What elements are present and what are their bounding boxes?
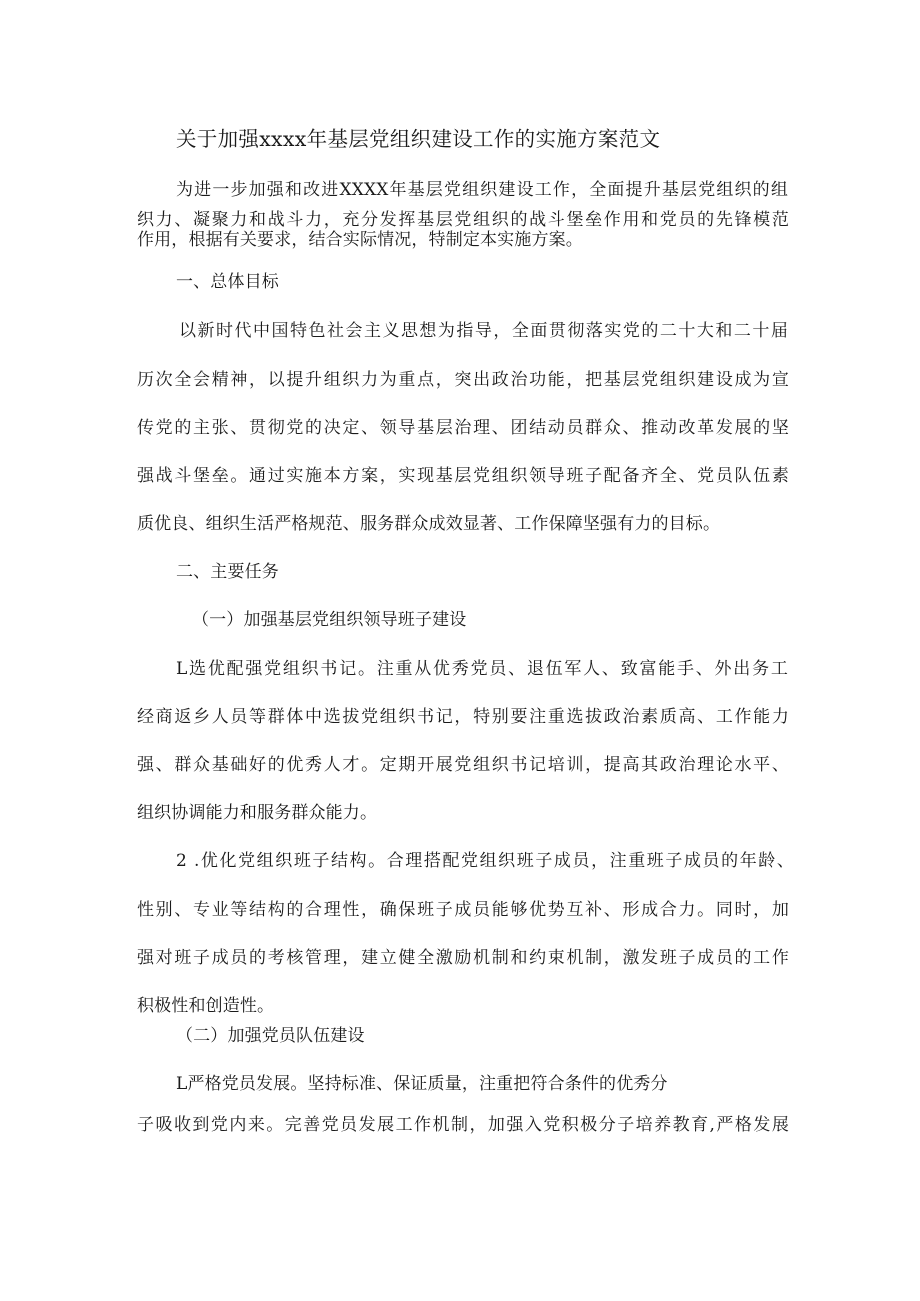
item2-line: 2 .优化党组织班子结构。合理搭配党组织班子成员，注重班子成员的年龄、 [176,851,794,871]
item3-line: 子吸收到党内来。完善党员发展工作机制，加强入党积极分子培养教育,严格发展 [137,1115,789,1135]
section1-line: 强战斗堡垒。通过实施本方案，实现基层党组织领导班子配备齐全、党员队伍素 [137,466,789,486]
section1-line: 质优良、组织生活严格规范、服务群众成效显著、工作保障坚强有力的目标。 [137,514,721,534]
item2-line: 积极性和创造性。 [137,996,275,1016]
item1-line: 强、群众基础好的优秀人才。定期开展党组织书记培训，提高其政治理论水平、 [137,755,789,775]
item2-line: 强对班子成员的考核管理，建立健全激励机制和约束机制，激发班子成员的工作 [137,948,789,968]
item2-line: 性别、专业等结构的合理性，确保班子成员能够优势互补、形成合力。同时，加 [137,900,789,920]
intro-line: 作用，根据有关要求，结合实际情况，特制定本实施方案。 [137,230,583,250]
item1-line: L选优配强党组织书记。注重从优秀党员、退伍军人、致富能手、外出务工 [176,659,788,679]
intro-line: 为进一步加强和改进XXXX年基层党组织建设工作，全面提升基层党组织的组 [176,180,788,200]
section1-heading: 一、总体目标 [176,272,279,292]
document-title: 关于加强xxxx年基层党组织建设工作的实施方案范文 [176,127,661,151]
section1-line: 历次全会精神，以提升组织力为重点，突出政治功能，把基层党组织建设成为宣 [137,370,789,390]
subsection2-heading: （二）加强党员队伍建设 [176,1026,365,1046]
item1-line: 组织协调能力和服务群众能力。 [137,803,378,823]
section2-heading: 二、主要任务 [176,562,279,582]
item3-line: L严格党员发展。坚持标准、保证质量，注重把符合条件的优秀分 [176,1074,668,1094]
subsection1-heading: （一）加强基层党组织领导班子建设 [192,610,467,630]
section1-line: 传党的主张、贯彻党的决定、领导基层治理、团结动员群众、推动改革发展的坚 [137,418,789,438]
section1-line: 以新时代中国特色社会主义思想为指导，全面贯彻落实党的二十大和二十届 [179,321,788,341]
intro-line: 织力、凝聚力和战斗力，充分发挥基层党组织的战斗堡垒作用和党员的先锋模范 [137,210,789,230]
item1-line: 经商返乡人员等群体中选拔党组织书记，特别要注重选拔政治素质高、工作能力 [137,707,789,727]
